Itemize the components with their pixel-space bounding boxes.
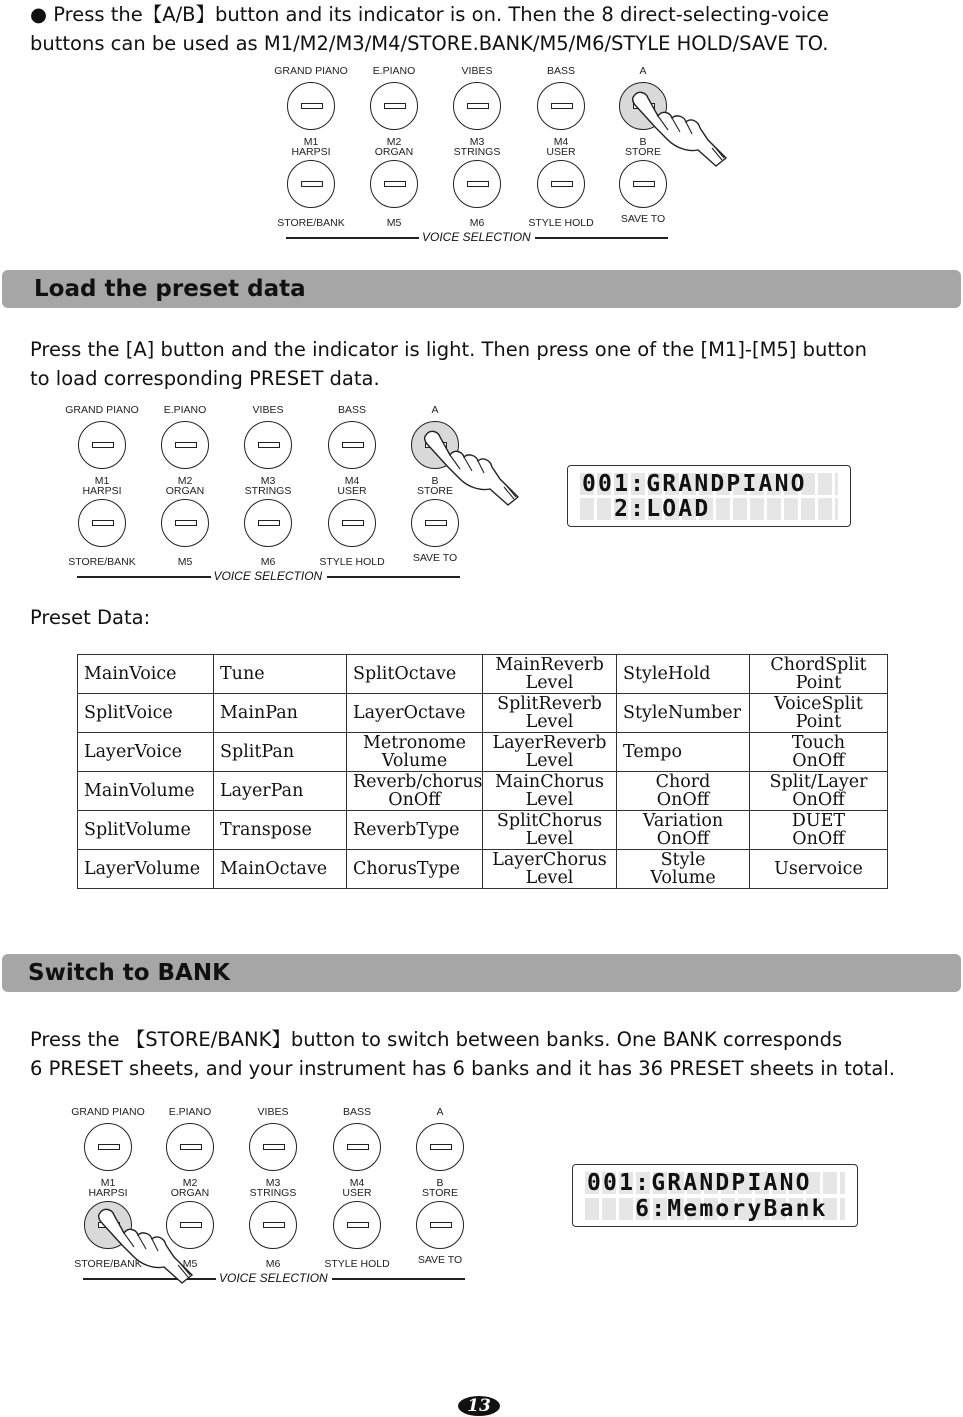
button-label-top: GRAND PIANO: [71, 1106, 145, 1118]
table-cell-text: Style: [660, 850, 706, 870]
voice-button-upper[interactable]: [333, 1123, 381, 1171]
table-cell: [750, 850, 888, 889]
voice-selection-label: VOICE SELECTION: [422, 230, 531, 244]
lcd-display-load: [567, 465, 851, 527]
table-cell: [347, 655, 483, 694]
table-cell-text: MainPan: [220, 703, 298, 723]
voice-button-upper[interactable]: [453, 82, 501, 130]
voice-button-lower[interactable]: [287, 160, 335, 208]
table-cell: [78, 850, 214, 889]
section-title-switch-bank: Switch to BANK: [28, 960, 230, 986]
table-cell-text: Metronome: [363, 733, 466, 753]
table-cell-text: OnOff: [656, 790, 710, 810]
button-label-mid: HARPSI: [88, 1187, 128, 1199]
table-cell: [750, 733, 888, 772]
voice-button-lower[interactable]: [249, 1201, 297, 1249]
voice-button-upper[interactable]: [78, 421, 126, 469]
button-label-mid: M3: [265, 1177, 281, 1189]
voice-selection-rule-right: [535, 237, 668, 239]
table-cell: [214, 772, 347, 811]
table-cell-text: Level: [525, 829, 574, 849]
voice-button-upper[interactable]: [370, 82, 418, 130]
button-label-mid: M1: [303, 136, 319, 148]
table-cell-text: Variation: [642, 811, 724, 831]
table-cell-text: MainVoice: [84, 664, 177, 684]
button-label-bottom: M6: [469, 217, 485, 229]
table-row: [78, 850, 888, 889]
table-cell-text: SplitVoice: [84, 703, 173, 723]
page-number: 13: [458, 1396, 500, 1416]
table-cell: [214, 655, 347, 694]
button-label-mid: M4: [553, 136, 569, 148]
table-row: [78, 694, 888, 733]
button-label-top: BASS: [337, 404, 366, 416]
voice-selection-rule-left: [286, 237, 419, 239]
table-cell: [483, 655, 617, 694]
button-label-top: E.PIANO: [163, 404, 207, 416]
table-cell-text: LayerPan: [220, 781, 304, 801]
lcd-display-bank: [572, 1164, 858, 1227]
button-label-mid: B: [431, 475, 439, 487]
voice-button-upper[interactable]: [244, 421, 292, 469]
voice-selection-label: VOICE SELECTION: [219, 1271, 328, 1285]
pointing-hand-icon: [628, 88, 728, 172]
table-cell-text: Level: [525, 751, 574, 771]
table-cell-text: ChordSplit: [770, 655, 867, 675]
voice-selection-label: VOICE SELECTION: [213, 569, 323, 583]
table-cell-text: Point: [795, 712, 842, 732]
table-cell-text: SplitReverb: [497, 694, 602, 714]
button-label-bottom: SAVE TO: [412, 552, 458, 564]
voice-button-lower[interactable]: [328, 499, 376, 547]
table-cell-text: Touch: [791, 733, 846, 753]
table-cell: [750, 772, 888, 811]
table-cell-text: MainReverb: [495, 655, 604, 675]
button-label-mid: STORE: [422, 1187, 458, 1199]
table-cell-text: OnOff: [792, 790, 845, 810]
table-row: [78, 733, 888, 772]
voice-button-upper[interactable]: [161, 421, 209, 469]
table-cell: [750, 811, 888, 850]
table-cell-text: SplitOctave: [353, 664, 457, 684]
table-cell: [214, 811, 347, 850]
table-cell: [617, 655, 750, 694]
button-label-bottom: SAVE TO: [417, 1254, 463, 1266]
table-cell: [483, 733, 617, 772]
button-label-mid: M3: [469, 136, 485, 148]
section-bar-switch-bank: [2, 954, 961, 992]
table-cell-text: LayerOctave: [353, 703, 466, 723]
button-label-mid: STRINGS: [453, 146, 501, 158]
table-cell: [617, 733, 750, 772]
button-label-mid: M1: [100, 1177, 116, 1189]
button-label-top: E.PIANO: [372, 65, 416, 77]
voice-button-upper[interactable]: [328, 421, 376, 469]
voice-selection-rule-left: [77, 576, 211, 578]
table-cell-text: OnOff: [792, 829, 845, 849]
table-cell-text: Level: [525, 868, 574, 888]
button-label-top: A: [639, 65, 647, 77]
table-cell: [750, 694, 888, 733]
voice-button-lower[interactable]: [333, 1201, 381, 1249]
table-cell: [347, 733, 483, 772]
voice-button-lower[interactable]: [537, 160, 585, 208]
table-cell: [347, 850, 483, 889]
button-label-top: A: [431, 404, 439, 416]
voice-button-lower[interactable]: [78, 499, 126, 547]
button-label-mid: ORGAN: [170, 1187, 210, 1199]
button-label-mid: STORE: [625, 146, 661, 158]
button-label-top: VIBES: [461, 65, 493, 77]
button-label-mid: B: [639, 136, 647, 148]
table-cell-text: Uservoice: [774, 859, 863, 879]
table-cell: [750, 655, 888, 694]
button-label-bottom: STYLE HOLD: [528, 217, 594, 229]
table-cell-text: Transpose: [220, 820, 312, 840]
button-label-mid: M1: [94, 475, 110, 487]
table-cell-text: ChorusType: [353, 859, 460, 879]
button-label-mid: B: [436, 1177, 444, 1189]
table-cell-text: VoiceSplit: [774, 694, 863, 714]
table-cell-text: DUET: [791, 811, 846, 831]
intro-line-2: buttons can be used as M1/M2/M3/M4/STORE.BANK/M5/M6/STYLE HOLD/SAVE TO.: [30, 32, 829, 55]
table-cell: [214, 694, 347, 733]
lcd-line-1: 001:GRANDPIANO: [582, 471, 807, 497]
table-cell: [483, 811, 617, 850]
table-cell-text: Level: [525, 712, 574, 732]
table-cell-text: Tune: [220, 664, 265, 684]
table-cell-text: Tempo: [623, 742, 683, 762]
table-cell: [483, 850, 617, 889]
button-label-mid: STORE: [417, 485, 453, 497]
lcd-line-1: 001:GRANDPIANO: [587, 1170, 812, 1196]
button-label-bottom: STORE/BANK: [68, 556, 136, 568]
table-cell: [347, 811, 483, 850]
button-label-mid: USER: [337, 485, 367, 497]
pointing-hand-icon: [420, 427, 520, 511]
table-row: [78, 772, 888, 811]
table-cell-text: LayerVoice: [84, 742, 182, 762]
table-cell-text: StyleNumber: [623, 703, 741, 723]
table-cell-text: Volume: [381, 751, 448, 771]
table-row: [78, 811, 888, 850]
button-label-top: GRAND PIANO: [65, 404, 139, 416]
preset-data-table: [77, 654, 888, 889]
table-cell: [78, 694, 214, 733]
button-label-mid: M2: [177, 475, 193, 487]
bank-instructions-line-2: 6 PRESET sheets, and your instrument has 6 banks and it has 36 PRESET sheets in total.: [30, 1057, 895, 1080]
table-cell: [483, 694, 617, 733]
table-cell: [617, 811, 750, 850]
table-cell-text: Split/Layer: [769, 772, 868, 792]
load-instructions-line-2: to load corresponding PRESET data.: [30, 367, 380, 390]
load-instructions-line-1: Press the [A] button and the indicator is light. Then press one of the [M1]-[M5] button: [30, 338, 867, 361]
lcd-line-2: 2:LOAD: [582, 496, 711, 522]
voice-button-upper[interactable]: [287, 82, 335, 130]
table-cell-text: Point: [795, 673, 842, 693]
button-label-mid: HARPSI: [291, 146, 331, 158]
button-label-top: BASS: [546, 65, 575, 77]
table-cell-text: Level: [525, 790, 574, 810]
pointing-hand-icon: [94, 1205, 194, 1289]
table-cell-text: MainOctave: [220, 859, 328, 879]
table-cell-text: OnOff: [656, 829, 710, 849]
table-cell-text: OnOff: [792, 751, 845, 771]
table-cell: [214, 850, 347, 889]
button-label-top: BASS: [342, 1106, 371, 1118]
table-cell: [214, 733, 347, 772]
button-label-mid: M3: [260, 475, 276, 487]
button-label-top: VIBES: [257, 1106, 289, 1118]
table-cell-text: StyleHold: [623, 664, 711, 684]
button-label-mid: M2: [182, 1177, 198, 1189]
button-label-bottom: SAVE TO: [620, 213, 666, 225]
table-cell-text: LayerVolume: [84, 859, 201, 879]
button-label-top: VIBES: [252, 404, 284, 416]
table-cell-text: MainVolume: [84, 781, 195, 801]
table-cell: [483, 772, 617, 811]
bank-instructions-line-1: Press the 【STORE/BANK】button to switch between banks. One BANK corresponds: [30, 1028, 843, 1051]
table-cell-text: MainChorus: [494, 772, 605, 792]
table-cell-text: SplitPan: [220, 742, 295, 762]
table-cell-text: OnOff: [388, 790, 441, 810]
button-label-bottom: STORE/BANK: [74, 1258, 142, 1270]
table-cell: [617, 772, 750, 811]
table-cell: [617, 694, 750, 733]
table-cell: [617, 850, 750, 889]
table-cell-text: Chord: [655, 772, 711, 792]
voice-button-upper[interactable]: [166, 1123, 214, 1171]
button-label-mid: STRINGS: [249, 1187, 297, 1199]
table-cell-text: Level: [525, 673, 574, 693]
button-label-bottom: M6: [265, 1258, 281, 1270]
table-cell: [78, 733, 214, 772]
table-cell-text: ReverbType: [353, 820, 460, 840]
voice-button-upper[interactable]: [84, 1123, 132, 1171]
button-label-bottom: M6: [260, 556, 276, 568]
button-label-bottom: M5: [182, 1258, 198, 1270]
lcd-line-2: 6:MemoryBank: [587, 1196, 828, 1222]
table-cell-text: SplitVolume: [84, 820, 191, 840]
voice-button-lower[interactable]: [370, 160, 418, 208]
table-cell: [347, 694, 483, 733]
button-label-mid: M4: [344, 475, 360, 487]
button-label-mid: STRINGS: [244, 485, 292, 497]
table-row: [78, 655, 888, 694]
preset-data-label: Preset Data:: [30, 606, 151, 629]
table-cell: [78, 655, 214, 694]
voice-button-upper[interactable]: [537, 82, 585, 130]
table-cell-text: Volume: [650, 868, 716, 888]
button-label-bottom: STYLE HOLD: [319, 556, 385, 568]
voice-button-lower[interactable]: [453, 160, 501, 208]
button-label-mid: USER: [546, 146, 576, 158]
button-label-bottom: M5: [386, 217, 402, 229]
table-cell: [78, 772, 214, 811]
table-cell-text: LayerChorus: [492, 850, 607, 870]
voice-button-lower[interactable]: [244, 499, 292, 547]
button-label-mid: USER: [342, 1187, 372, 1199]
button-label-top: GRAND PIANO: [274, 65, 348, 77]
table-cell: [78, 811, 214, 850]
section-bar-load-preset: [2, 270, 961, 308]
voice-selection-rule-right: [327, 576, 461, 578]
button-label-bottom: M5: [177, 556, 193, 568]
voice-button-upper[interactable]: [416, 1123, 464, 1171]
button-label-mid: M4: [349, 1177, 365, 1189]
button-label-bottom: STORE/BANK: [277, 217, 345, 229]
voice-selection-rule-right: [332, 1278, 465, 1280]
table-cell-text: SplitChorus: [496, 811, 603, 831]
intro-line-1: ● Press the【A/B】button and its indicator is on. Then the 8 direct-selecting-voice: [30, 3, 829, 26]
table-cell-text: Reverb/chorus: [353, 772, 483, 792]
voice-button-upper[interactable]: [249, 1123, 297, 1171]
button-label-bottom: STYLE HOLD: [324, 1258, 390, 1270]
button-label-mid: M2: [386, 136, 402, 148]
table-cell-text: LayerReverb: [492, 733, 607, 753]
button-label-mid: HARPSI: [82, 485, 122, 497]
button-label-mid: ORGAN: [165, 485, 205, 497]
button-label-top: A: [436, 1106, 444, 1118]
button-label-top: E.PIANO: [168, 1106, 212, 1118]
table-cell: [347, 772, 483, 811]
section-title-load-preset: Load the preset data: [34, 276, 306, 302]
button-label-mid: ORGAN: [374, 146, 414, 158]
voice-button-lower[interactable]: [416, 1201, 464, 1249]
voice-button-lower[interactable]: [161, 499, 209, 547]
